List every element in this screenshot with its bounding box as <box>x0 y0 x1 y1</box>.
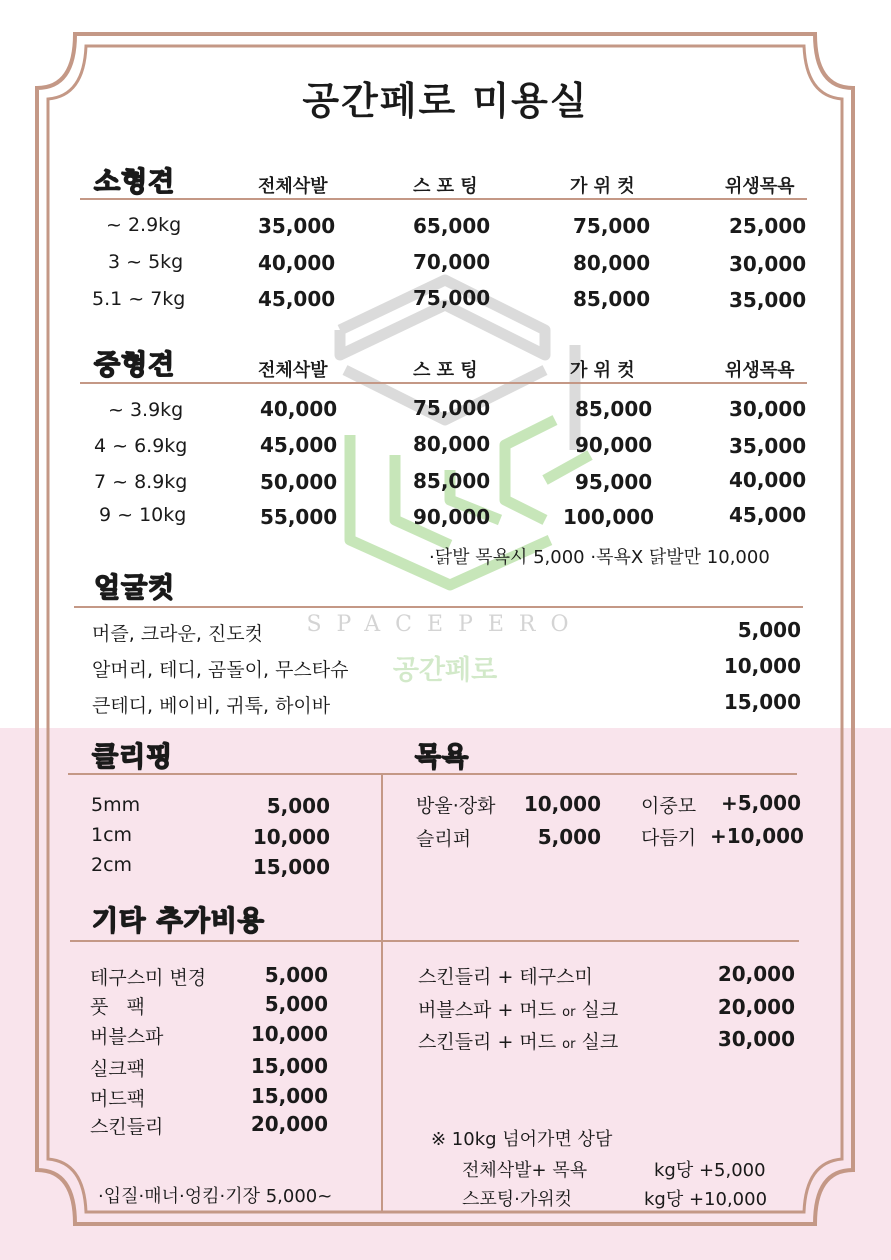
weight-label: 9 ~ 10kg <box>99 504 187 526</box>
price-sporting: 85,000 <box>413 469 491 493</box>
clipping-price: 10,000 <box>252 825 330 849</box>
bath-price: 10,000 <box>523 792 601 816</box>
combo-name: 스킨들리 + 테구스미 <box>418 966 593 988</box>
price-scissor: 100,000 <box>563 505 655 529</box>
price-hygiene: 35,000 <box>729 434 807 458</box>
face-cut-price: 5,000 <box>737 618 801 642</box>
extra-left-note: ·입질·매너·엉킴·기장 5,000~ <box>98 1186 333 1207</box>
watermark-english: SPACEPERO <box>306 612 584 637</box>
clipping-divider <box>68 773 797 775</box>
price-sporting: 65,000 <box>413 214 491 238</box>
extra-name: 풋 팩 <box>90 996 145 1018</box>
small-dog-header-shave: 전체삭발 <box>258 176 328 197</box>
extra-price: 5,000 <box>264 963 328 987</box>
price-hygiene: 35,000 <box>729 288 807 312</box>
price-shave: 40,000 <box>260 397 338 421</box>
price-scissor: 75,000 <box>573 214 651 238</box>
extra-name: 머드팩 <box>90 1088 146 1110</box>
bath-option-name: 다듬기 <box>641 827 697 849</box>
face-cut-name: 알머리, 테디, 곰돌이, 무스타슈 <box>92 659 349 681</box>
price-shave: 45,000 <box>258 287 336 311</box>
medium-dog-heading: 중형견 <box>94 350 176 381</box>
weight-label: 3 ~ 5kg <box>108 251 184 273</box>
clipping-price: 5,000 <box>266 794 330 818</box>
combo-price: 20,000 <box>717 995 795 1019</box>
price-shave: 35,000 <box>258 214 336 238</box>
combo-price: 30,000 <box>717 1027 795 1051</box>
bath-name: 슬리퍼 <box>416 828 472 850</box>
per-kg-name: 스포팅·가위컷 <box>462 1189 573 1210</box>
extra-price: 20,000 <box>250 1112 328 1136</box>
watermark-korean: 공간페로 <box>392 655 498 686</box>
face-cut-price: 15,000 <box>723 690 801 714</box>
weight-label: 7 ~ 8.9kg <box>94 471 188 493</box>
price-hygiene: 30,000 <box>729 397 807 421</box>
face-cut-name: 큰테디, 베이비, 귀툭, 하이바 <box>92 695 331 717</box>
extra-name: 스킨들리 <box>90 1116 164 1138</box>
bath-option-price: +5,000 <box>720 791 801 815</box>
small-dog-divider <box>80 198 807 200</box>
combo-price: 20,000 <box>717 962 795 986</box>
bath-name: 방울·장화 <box>416 795 496 817</box>
face-cut-heading: 얼굴컷 <box>94 573 176 604</box>
per-kg-price: kg당 +5,000 <box>654 1160 766 1181</box>
bath-heading: 목욕 <box>415 742 470 773</box>
medium-dog-header-sporting: 스 포 팅 <box>413 360 478 381</box>
clipping-name: 5mm <box>91 794 141 816</box>
extra-name: 실크팩 <box>90 1058 146 1080</box>
price-sporting: 70,000 <box>413 250 491 274</box>
extra-divider <box>70 940 799 942</box>
per-kg-name: 전체삭발+ 목욕 <box>462 1160 588 1181</box>
small-dog-heading: 소형견 <box>94 167 176 198</box>
price-scissor: 85,000 <box>575 397 653 421</box>
medium-dog-divider <box>80 382 807 384</box>
weight-label: ~ 2.9kg <box>106 214 182 236</box>
price-scissor: 85,000 <box>573 287 651 311</box>
combo-name: 버블스파 + 머드 or 실크 <box>418 999 619 1021</box>
price-sporting: 80,000 <box>413 432 491 456</box>
face-cut-divider <box>74 606 803 608</box>
price-scissor: 95,000 <box>575 470 653 494</box>
clipping-name: 1cm <box>91 824 133 846</box>
price-scissor: 90,000 <box>575 433 653 457</box>
clipping-price: 15,000 <box>252 855 330 879</box>
bath-price: 5,000 <box>537 825 601 849</box>
extra-name: 테구스미 변경 <box>90 967 207 989</box>
face-cut-name: 머즐, 크라운, 진도컷 <box>92 623 263 645</box>
extra-price: 15,000 <box>250 1054 328 1078</box>
price-shave: 50,000 <box>260 470 338 494</box>
medium-dog-header-shave: 전체삭발 <box>258 360 328 381</box>
price-hygiene: 45,000 <box>729 503 807 527</box>
price-shave: 45,000 <box>260 433 338 457</box>
small-dog-header-scissor: 가 위 컷 <box>570 176 635 197</box>
price-sporting: 90,000 <box>413 505 491 529</box>
bath-option-name: 이중모 <box>641 795 697 817</box>
small-dog-header-hygiene: 위생목욕 <box>725 176 795 197</box>
price-sporting: 75,000 <box>413 396 491 420</box>
price-hygiene: 30,000 <box>729 252 807 276</box>
page-title: 공간페로 미용실 <box>302 79 589 123</box>
price-hygiene: 25,000 <box>729 214 807 238</box>
weight-label: ~ 3.9kg <box>108 399 184 421</box>
weight-label: 5.1 ~ 7kg <box>92 288 186 310</box>
small-dog-header-sporting: 스 포 팅 <box>413 176 478 197</box>
extra-heading: 기타 추가비용 <box>92 906 265 937</box>
price-shave: 55,000 <box>260 505 338 529</box>
per-kg-price: kg당 +10,000 <box>644 1189 768 1210</box>
extra-price: 15,000 <box>250 1084 328 1108</box>
medium-dog-note: ·닭발 목욕시 5,000 ·목욕X 닭발만 10,000 <box>429 547 770 568</box>
clipping-name: 2cm <box>91 854 133 876</box>
clipping-heading: 클리핑 <box>92 742 174 773</box>
extra-name: 버블스파 <box>90 1026 164 1048</box>
column-divider <box>381 773 383 1213</box>
weight-label: 4 ~ 6.9kg <box>94 435 188 457</box>
medium-dog-header-hygiene: 위생목욕 <box>725 360 795 381</box>
price-sporting: 75,000 <box>413 286 491 310</box>
price-scissor: 80,000 <box>573 251 651 275</box>
combo-name: 스킨들리 + 머드 or 실크 <box>418 1031 619 1053</box>
consult-note: ※ 10kg 넘어가면 상담 <box>431 1129 613 1150</box>
price-shave: 40,000 <box>258 251 336 275</box>
price-hygiene: 40,000 <box>729 468 807 492</box>
bath-option-price: +10,000 <box>710 824 804 848</box>
extra-price: 5,000 <box>264 992 328 1016</box>
medium-dog-header-scissor: 가 위 컷 <box>570 360 635 381</box>
face-cut-price: 10,000 <box>723 654 801 678</box>
extra-price: 10,000 <box>250 1022 328 1046</box>
